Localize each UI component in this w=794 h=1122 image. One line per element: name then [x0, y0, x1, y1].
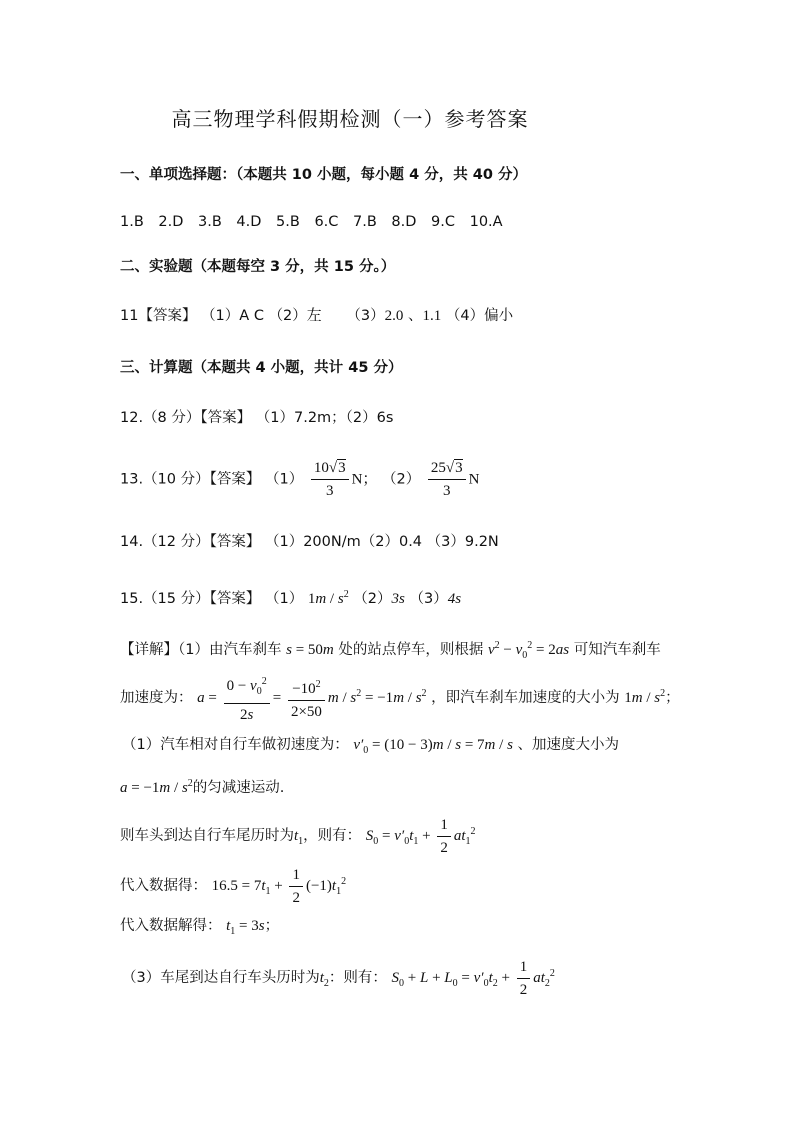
mcq-answer: 6.C: [314, 214, 339, 230]
formula-t2: $S_0 + L + L_0 = v'_0t_2$ + $\frac{1}{2}$ $at_2^2$: [391, 959, 555, 999]
formula-decel: $a = -1m / s^2$: [120, 778, 193, 796]
q14-text: （1）200N/m（2）0.4 （3）9.2N: [264, 534, 499, 550]
q13-f1-den: 3: [325, 483, 334, 499]
detail-rel-text: 、加速度大小为: [517, 737, 620, 753]
detail-line-1: [120, 636, 661, 666]
detail-decel-text: 的匀减速运动.: [192, 780, 285, 796]
q11-part3: （3）: [346, 308, 385, 324]
q15-part3: （3）: [409, 591, 448, 607]
q14-label: 14.（12 分）【答案】: [120, 534, 261, 550]
q13-unit-2: N: [468, 471, 480, 488]
formula-substitute: $16.5 = 7t_1$ + $\frac{1}{2}$ $(-1)t_1^2$: [211, 867, 347, 907]
q15-part2: （2）: [353, 591, 392, 607]
section2-heading: 二、实验题（本题每空 3 分，共 15 分。）: [120, 259, 396, 275]
detail-known: 可知汽车刹车: [573, 642, 661, 658]
detail-t2-label: （3）车尾到达自行车头历时为: [122, 970, 320, 986]
mcq-answer: 3.B: [198, 214, 222, 230]
formula-t1: $S_0 = v'_0t_1$ + $\frac{1}{2}$ $at_1^2$: [365, 817, 476, 857]
detail-rel-label: （1）汽车相对自行车做初速度为：: [122, 737, 349, 753]
q13-fraction-2: $\frac{25√3}{3}$: [428, 459, 466, 500]
detail-solve-end: ；: [264, 918, 280, 934]
q15-part1-value: $1m / s^2$: [307, 589, 349, 607]
detail-line-2: 加速度为： a = $\frac{0 - v_0^2}{2s}$ = $\frac{-10^2}{2\times 50}$ $m / s^2 = -1m / s^2$ ，即汽车刹车加速度的大小为 $1m / s^2$；: [120, 672, 680, 724]
section1-heading: 一、单项选择题：（本题共 10 小题，每小题 4 分，共 40 分）: [120, 167, 527, 183]
detail-solve-label: 代入数据解得：: [120, 918, 222, 934]
formula-accel-mag: $1m / s^2$: [624, 688, 666, 706]
q13-label: 13.（10 分）【答案】: [120, 471, 261, 488]
mcq-answer: 9.C: [431, 214, 455, 230]
formula-accel: a = $\frac{0 - v_0^2}{2s}$ = $\frac{-10^2}{2\times 50}$ $m / s^2 = -1m / s^2$: [197, 690, 426, 706]
q11-part2: （2）: [268, 308, 307, 324]
detail-t1-label: 则车头到达自行车尾历时为: [120, 828, 294, 844]
detail-line-6: [120, 862, 346, 912]
detail-line-7: [120, 916, 279, 942]
q11-part3-value-b: 1.1: [422, 308, 442, 324]
mcq-answer: 7.B: [353, 214, 377, 230]
q15-part2-value: 3s: [391, 591, 405, 607]
q13-f1-root: 3: [338, 460, 346, 476]
detail-t1-text: ，则有：: [303, 828, 362, 844]
q12-label: 12.（8 分）【答案】: [120, 410, 252, 426]
section3-heading: 三、计算题（本题共 4 小题，共计 45 分）: [120, 360, 403, 376]
q11-part1: （1）A C: [201, 308, 264, 324]
q13-f2-num: 25: [430, 460, 446, 476]
q14-answer: [120, 532, 499, 552]
q13-unit-1: N；: [351, 471, 378, 488]
q13-part2: （2）: [382, 471, 421, 488]
symbol-t2: $t_2$: [319, 970, 329, 989]
q15-part3-value: 4s: [447, 591, 462, 607]
q13-f2-den: 3: [442, 483, 451, 499]
q11-part4: （4）偏小: [445, 308, 514, 324]
detail-t2-text: ：则有：: [328, 970, 387, 986]
q13-f1-num: 10: [313, 460, 329, 476]
q13-f2-root: 3: [455, 460, 463, 476]
mcq-answer: 2.D: [158, 214, 184, 230]
formula-rel-velocity: $v'_0 = (10 - 3)m / s = 7m / s$: [353, 737, 513, 756]
detail-accel-text: ，即汽车刹车加速度的大小为: [431, 690, 620, 706]
page-title: 高三物理学科假期检测（一）参考答案: [171, 107, 529, 131]
symbol-t1: $t_1$: [294, 828, 304, 847]
detail-intro: 【详解】（1）由汽车刹车: [120, 642, 282, 658]
q12-text: （1）7.2m；（2）6s: [255, 410, 394, 426]
q15-part1: （1）: [264, 591, 304, 607]
q12-answer: [120, 408, 393, 428]
mcq-answer: 4.D: [236, 214, 262, 230]
detail-line-5: [120, 812, 476, 862]
q11-answer: [120, 306, 513, 326]
q11-part3-value-a: 2.0: [384, 308, 404, 324]
formula-kinematic: $v^2 - v_0^2 = 2as$: [487, 640, 570, 661]
detail-at-stop: 处的站点停车，则根据: [338, 642, 484, 658]
mcq-answer: 1.B: [120, 214, 144, 230]
q15-answer: [120, 585, 461, 609]
detail-line-8: [122, 954, 555, 1004]
q11-label: 11【答案】: [120, 308, 197, 324]
mcq-answer-list: [120, 212, 503, 232]
q13-fraction-1: $\frac{10√3}{3}$: [311, 459, 349, 500]
mcq-answer: 10.A: [469, 214, 503, 230]
q11-separator: 、: [408, 308, 423, 324]
q13-answer: [120, 459, 479, 500]
mcq-answer: 8.D: [391, 214, 417, 230]
q15-label: 15.（15 分）【答案】: [120, 591, 261, 607]
detail-accel-label: 加速度为：: [120, 690, 193, 706]
formula-t1-result: $t_1 = 3s$: [226, 918, 265, 937]
detail-line-3: [122, 735, 619, 761]
q11-part2-value: 左: [306, 308, 322, 324]
mcq-answer: 5.B: [276, 214, 300, 230]
detail-sub-label: 代入数据得：: [120, 878, 207, 894]
formula-s: s = 50m: [286, 642, 334, 658]
q13-part1: （1）: [264, 471, 304, 488]
detail-line-4: [120, 774, 284, 798]
